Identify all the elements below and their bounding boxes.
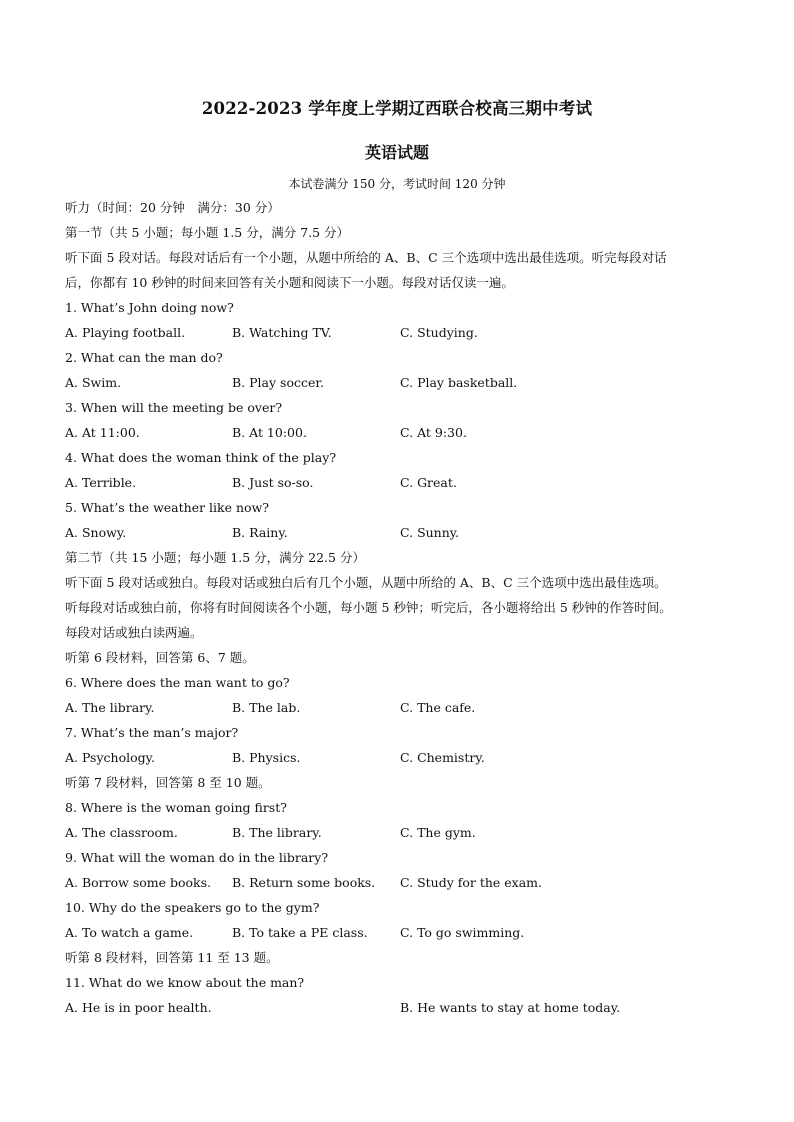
exam-title: 2022-2023 学年度上学期辽西联合校高三期中考试 bbox=[201, 99, 593, 118]
section2-instruction-1: 听下面 5 段对话或独白。每段对话或独白后有几个小题，从题中所给的 A、B、C 三个选项中选出最佳选项。 bbox=[65, 575, 667, 590]
option-a: A. The classroom. bbox=[65, 825, 178, 840]
question-stem: 6. Where does the man want to go? bbox=[65, 675, 290, 690]
option-a: A. Borrow some books. bbox=[65, 875, 212, 890]
option-c: C. Chemistry. bbox=[400, 750, 485, 765]
section1-heading: 第一节（共 5 小题；每小题 1.5 分，满分 7.5 分） bbox=[65, 225, 350, 240]
option-c: C. The cafe. bbox=[400, 700, 476, 715]
material-note: 听第 8 段材料，回答第 11 至 13 题。 bbox=[65, 950, 279, 965]
option-c: C. Sunny. bbox=[400, 525, 460, 540]
option-a: A. Swim. bbox=[65, 375, 122, 390]
question-stem: 4. What does the woman think of the play? bbox=[65, 450, 337, 465]
option-a: A. Psychology. bbox=[65, 750, 156, 765]
section1-instruction-1: 听下面 5 段对话。每段对话后有一个小题，从题中所给的 A、B、C 三个选项中选出最佳选项。听完每段对话 bbox=[65, 250, 667, 265]
material-note: 听第 7 段材料，回答第 8 至 10 题。 bbox=[65, 775, 271, 790]
option-c: C. Great. bbox=[400, 475, 457, 490]
question-stem: 7. What’s the man’s major? bbox=[65, 725, 239, 740]
option-b: B. Just so-so. bbox=[232, 475, 314, 490]
section1-instruction-2: 后，你都有 10 秒钟的时间来回答有关小题和阅读下一小题。每段对话仅读一遍。 bbox=[65, 275, 514, 290]
option-b: B. Return some books. bbox=[232, 875, 376, 890]
option-b: B. To take a PE class. bbox=[232, 925, 368, 940]
option-a: A. Snowy. bbox=[65, 525, 127, 540]
option-b: B. Play soccer. bbox=[232, 375, 324, 390]
option-c: C. To go swimming. bbox=[400, 925, 525, 940]
question-stem: 1. What’s John doing now? bbox=[65, 300, 234, 315]
option-a: A. To watch a game. bbox=[65, 925, 194, 940]
listening-heading: 听力（时间：20 分钟 满分：30 分） bbox=[65, 200, 280, 215]
question-stem: 8. Where is the woman going first? bbox=[65, 800, 287, 815]
option-a: A. He is in poor health. bbox=[65, 1000, 212, 1015]
option-c: C. Study for the exam. bbox=[400, 875, 543, 890]
option-b: B. Watching TV. bbox=[232, 325, 332, 340]
section2-heading: 第二节（共 15 小题；每小题 1.5 分，满分 22.5 分） bbox=[65, 550, 365, 565]
question-stem: 5. What’s the weather like now? bbox=[65, 500, 269, 515]
section2-instruction-2: 听每段对话或独白前，你将有时间阅读各个小题，每小题 5 秒钟；听完后，各小题将给出 5 秒钟的作答时间。 bbox=[65, 600, 672, 615]
question-stem: 3. When will the meeting be over? bbox=[65, 400, 283, 415]
option-b: B. He wants to stay at home today. bbox=[400, 1000, 621, 1015]
subject-title: 英语试题 bbox=[364, 143, 429, 162]
option-a: A. At 11:00. bbox=[65, 425, 140, 440]
option-a: A. The library. bbox=[65, 700, 155, 715]
question-stem: 10. Why do the speakers go to the gym? bbox=[65, 900, 320, 915]
exam-info: 本试卷满分 150 分，考试时间 120 分钟 bbox=[288, 177, 506, 191]
option-c: C. Studying. bbox=[400, 325, 478, 340]
option-a: A. Terrible. bbox=[65, 475, 137, 490]
option-b: B. Physics. bbox=[232, 750, 301, 765]
material-note: 听第 6 段材料，回答第 6、7 题。 bbox=[65, 650, 255, 665]
option-b: B. The library. bbox=[232, 825, 322, 840]
option-b: B. Rainy. bbox=[232, 525, 288, 540]
option-c: C. At 9:30. bbox=[400, 425, 467, 440]
option-c: C. Play basketball. bbox=[400, 375, 518, 390]
question-stem: 2. What can the man do? bbox=[65, 350, 223, 365]
question-stem: 11. What do we know about the man? bbox=[65, 975, 305, 990]
option-c: C. The gym. bbox=[400, 825, 476, 840]
section2-instruction-3: 每段对话或独白读两遍。 bbox=[65, 625, 203, 640]
option-b: B. At 10:00. bbox=[232, 425, 307, 440]
question-stem: 9. What will the woman do in the library? bbox=[65, 850, 329, 865]
option-a: A. Playing football. bbox=[65, 325, 186, 340]
option-b: B. The lab. bbox=[232, 700, 301, 715]
